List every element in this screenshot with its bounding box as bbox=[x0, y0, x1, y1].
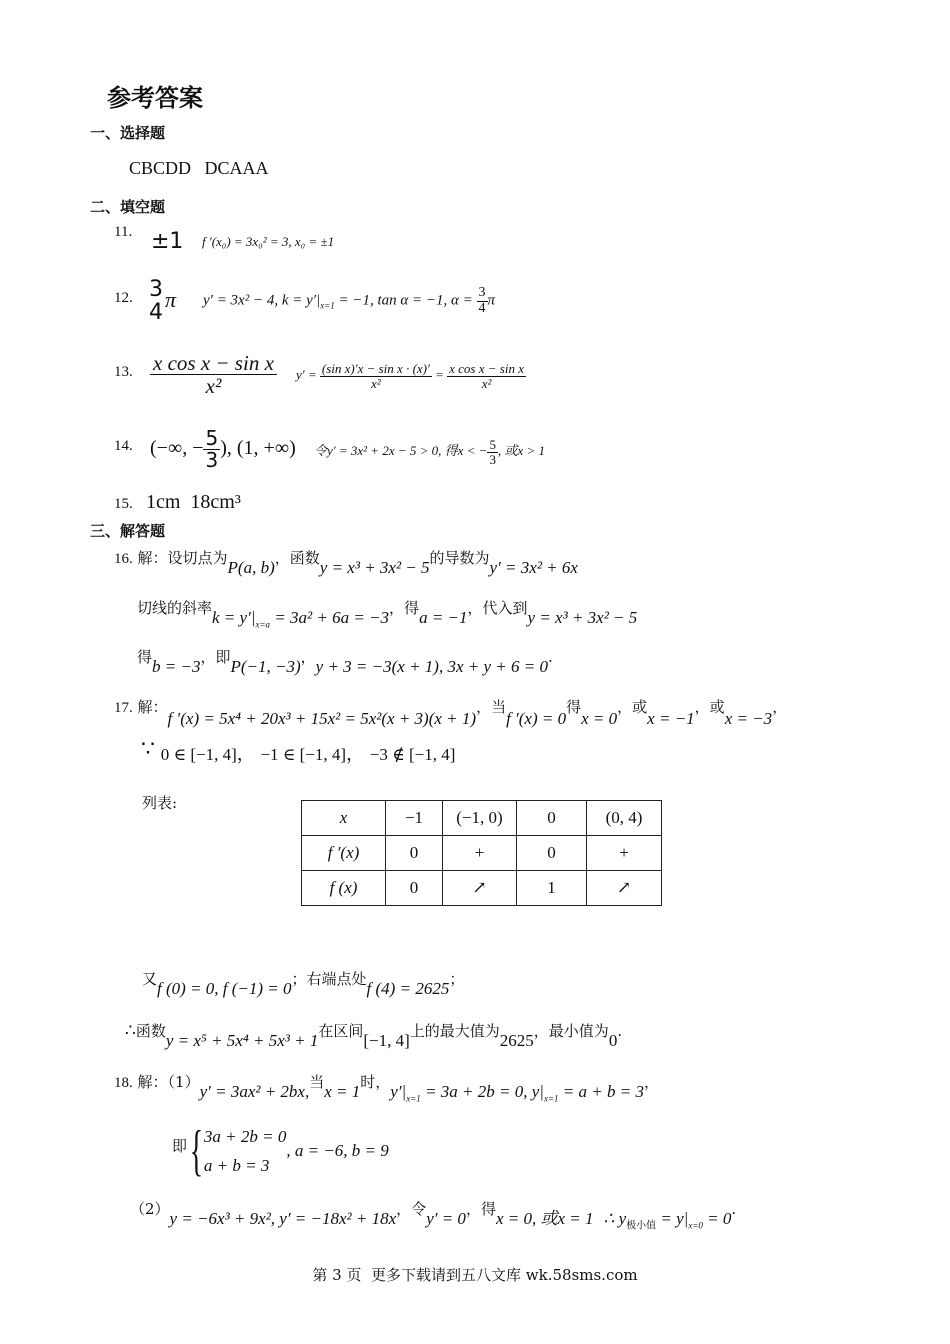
q15-answer: 1cm 18cm³ bbox=[146, 491, 241, 513]
q17-line1: 17. 解：f ′(x) = 5x⁴ + 20x³ + 15x² = 5x²(x + 3)(x + 1)，当f ′(x) = 0得x = 0，或x = −1，或x = −3， bbox=[114, 698, 788, 728]
q18-line3: （2）y = −6x³ + 9x², y′ = −18x² + 18x，令y′ = 0，得x = 0, 或x = 1 ∴ $y_{极小值} = y|_{x=0} = 0$. bbox=[130, 1200, 737, 1232]
table-cell: f (x) bbox=[302, 871, 386, 906]
table-row bbox=[302, 801, 662, 836]
q13-work: y′ = $\frac{\text{(sin x)′x − sin x · (x)′}}{\text{x²}}$ = $\frac{\text{x cos x − sin x}}{\text{x²}}$ bbox=[296, 361, 524, 391]
q11-answer: ±1 bbox=[151, 229, 184, 254]
q17-line2: ∵ 0 ∈ [−1, 4]， −1 ∈ [−1, 4]， −3 ∉ [−1, 4] bbox=[141, 737, 456, 765]
table-cell: −1 bbox=[386, 801, 443, 836]
q16-line1: 16. 解：设切点为P(a, b)，函数y = x³ + 3x² − 5的导数为y′ = 3x² + 6x bbox=[114, 549, 578, 577]
q11-number: 11. bbox=[114, 224, 133, 240]
choice-answers: CBCDD DCAAA bbox=[129, 158, 269, 178]
table-cell: 0 bbox=[517, 836, 587, 871]
q16-line3: 得b = −3，即P(−1, −3)，y + 3 = −3(x + 1), 3x + y + 6 = 0. bbox=[137, 648, 553, 676]
table-cell: ↗ bbox=[443, 871, 517, 906]
table-cell: + bbox=[587, 836, 662, 871]
table-cell: 0 bbox=[517, 801, 587, 836]
table-cell: (0, 4) bbox=[587, 801, 662, 836]
q13-number: 13. bbox=[114, 364, 133, 380]
q14-work: 令y′ = 3x² + 2x − 5 > 0, 得x < − $\frac{5}{3}$ , 或x > 1 bbox=[314, 437, 546, 467]
page-title: 参考答案 bbox=[107, 83, 203, 112]
q15-number: 15. bbox=[114, 496, 133, 512]
section-heading-choice: 一、选择题 bbox=[90, 124, 166, 142]
table-cell: (−1, 0) bbox=[443, 801, 517, 836]
table-cell: ↗ bbox=[587, 871, 662, 906]
table-cell: + bbox=[443, 836, 517, 871]
q17-line4: ∴函数y = x⁵ + 5x⁴ + 5x³ + 1在区间[−1, 4]上的最大值为2625，最小值为0. bbox=[125, 1021, 623, 1050]
q18-line1: 18. 解：（1）y′ = 3ax² + 2bx,当x = 1时，$y'|_{x=1} = 3a + 2b = 0$, $y|_{x=1} = a + b = 3$， bbox=[114, 1073, 659, 1104]
q14-number: 14. bbox=[114, 438, 133, 454]
q12-answer: 3 4 π bbox=[149, 277, 177, 326]
table-row bbox=[302, 836, 662, 871]
q17-table-label: 列表: bbox=[142, 794, 178, 812]
table-cell: x bbox=[302, 801, 386, 836]
q18-line2: 即{ 3a + 2b = 0 a + b = 3 , a = −6, b = 9 bbox=[172, 1120, 389, 1182]
table-cell: 0 bbox=[386, 871, 443, 906]
section-heading-solve: 三、解答题 bbox=[90, 522, 166, 540]
table-cell: 1 bbox=[517, 871, 587, 906]
table-cell: 0 bbox=[386, 836, 443, 871]
table-row bbox=[302, 871, 662, 906]
table-cell: f ′(x) bbox=[302, 836, 386, 871]
q14-answer: (−∞, − $\frac{5}{3}$ ), (1, +∞) bbox=[150, 426, 296, 472]
q12-number: 12. bbox=[114, 290, 133, 306]
variation-table bbox=[301, 800, 662, 906]
q11-work: f ′(x₀) = 3x₀² = 3, x₀ = ±1 bbox=[202, 234, 335, 249]
q12-work: y′ = 3x² − 4, $k = y'|_{x=1} = -1$, tan α = −1, α = $\frac{3}{4}$ π bbox=[203, 285, 496, 316]
q13-answer: $\frac{\text{x cos x − sin x}}{\text{x²}}$ bbox=[150, 352, 277, 397]
section-heading-fill: 二、填空题 bbox=[90, 198, 166, 216]
page-footer: 第 3 页 更多下载请到五八文库 wk.58sms.com bbox=[312, 1266, 638, 1284]
q17-line3: 又f (0) = 0, f (−1) = 0；右端点处f (4) = 2625； bbox=[142, 970, 465, 998]
q16-line2: 切线的斜率$k = y'|_{x=a} = 3a^2 + 6a = -3$，得a = −1，代入到y = x³ + 3x² − 5 bbox=[137, 599, 638, 630]
